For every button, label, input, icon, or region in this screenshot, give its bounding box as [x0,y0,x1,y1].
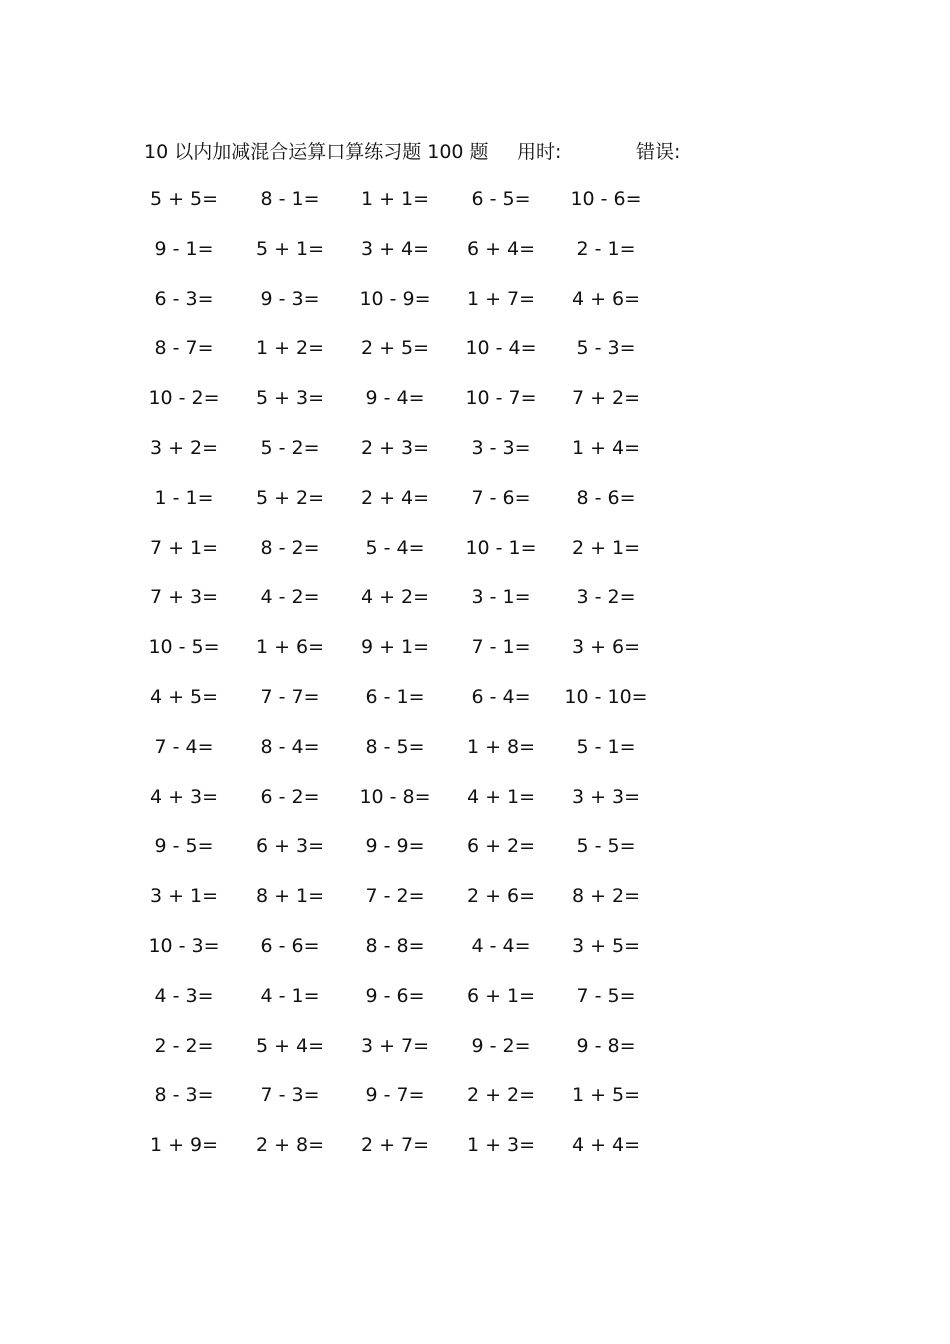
problem-r3-c1: 6 - 3= [154,287,214,310]
problem-r13-c5: 3 + 3= [571,785,641,808]
problem-r9-c3: 4 + 2= [360,586,430,609]
problem-r7-c4: 7 - 6= [471,486,531,509]
problem-r4-c1: 8 - 7= [154,337,214,360]
problem-r6-c2: 5 - 2= [260,437,320,459]
problem-r2-c5: 2 - 1= [576,237,636,260]
problem-r7-c1: 1 - 1= [154,486,214,509]
problem-r18-c1: 2 - 2= [154,1034,214,1057]
problem-r6-c3: 2 + 3= [360,437,430,459]
problem-r7-c5: 8 - 6= [576,486,636,509]
problem-r20-c3: 2 + 7= [360,1134,430,1157]
problem-r9-c5: 3 - 2= [576,586,636,609]
problem-r9-c2: 4 - 2= [260,586,320,609]
problem-r15-c1: 3 + 1= [149,885,219,908]
problem-r16-c3: 8 - 8= [365,935,425,957]
worksheet-title: 10 以内加减混合运算口算练习题 100 题 [144,141,489,163]
problem-r14-c1: 9 - 5= [154,835,214,858]
problem-r12-c2: 8 - 4= [260,735,320,758]
problem-r4-c3: 2 + 5= [360,337,430,360]
problem-r1-c1: 5 + 5= [149,188,219,210]
problem-r6-c5: 1 + 4= [571,437,641,459]
problem-r5-c4: 10 - 7= [465,387,537,410]
problem-r10-c1: 10 - 5= [148,636,220,659]
problem-r8-c3: 5 - 4= [365,536,425,559]
problem-r19-c3: 9 - 7= [365,1084,425,1107]
problem-r2-c3: 3 + 4= [360,237,430,260]
problem-r20-c5: 4 + 4= [571,1134,641,1157]
problem-r3-c5: 4 + 6= [571,287,641,310]
problem-r16-c1: 10 - 3= [148,935,220,957]
problem-r14-c4: 6 + 2= [466,835,536,858]
problem-r12-c5: 5 - 1= [576,735,636,758]
problem-r8-c2: 8 - 2= [260,536,320,559]
problem-r15-c4: 2 + 6= [466,885,536,908]
problem-r9-c1: 7 + 3= [149,586,219,609]
problem-r19-c4: 2 + 2= [466,1084,536,1107]
problem-r8-c1: 7 + 1= [149,536,219,559]
problem-r13-c3: 10 - 8= [359,785,431,808]
problem-r13-c2: 6 - 2= [260,785,320,808]
problem-r11-c3: 6 - 1= [365,686,425,708]
problem-r11-c2: 7 - 7= [260,686,320,708]
problem-r2-c4: 6 + 4= [466,237,536,260]
problem-r2-c1: 9 - 1= [154,237,214,260]
problem-r12-c1: 7 - 4= [154,735,214,758]
problem-r4-c4: 10 - 4= [465,337,537,360]
problem-r7-c3: 2 + 4= [360,486,430,509]
problem-r4-c5: 5 - 3= [576,337,636,360]
problem-r6-c1: 3 + 2= [149,437,219,459]
problem-r8-c5: 2 + 1= [571,536,641,559]
problem-r10-c2: 1 + 6= [255,636,325,659]
problem-r3-c3: 10 - 9= [359,287,431,310]
problem-r1-c3: 1 + 1= [360,188,430,210]
problem-r10-c5: 3 + 6= [571,636,641,659]
problem-r3-c2: 9 - 3= [260,287,320,310]
problem-r17-c2: 4 - 1= [260,984,320,1007]
problem-r1-c5: 10 - 6= [570,188,642,210]
problem-r11-c4: 6 - 4= [471,686,531,708]
problem-r8-c4: 10 - 1= [465,536,537,559]
problem-r14-c5: 5 - 5= [576,835,636,858]
problem-r5-c2: 5 + 3= [255,387,325,410]
problem-r10-c3: 9 + 1= [360,636,430,659]
problem-r13-c4: 4 + 1= [466,785,536,808]
problem-r19-c1: 8 - 3= [154,1084,214,1107]
problem-r11-c5: 10 - 10= [564,686,648,708]
problem-r20-c1: 1 + 9= [149,1134,219,1157]
problem-r5-c5: 7 + 2= [571,387,641,410]
problem-r17-c4: 6 + 1= [466,984,536,1007]
problem-r12-c4: 1 + 8= [466,735,536,758]
problem-r16-c5: 3 + 5= [571,935,641,957]
problem-r15-c3: 7 - 2= [365,885,425,908]
problem-r19-c5: 1 + 5= [571,1084,641,1107]
problem-r17-c5: 7 - 5= [576,984,636,1007]
problem-r18-c3: 3 + 7= [360,1034,430,1057]
problem-r15-c5: 8 + 2= [571,885,641,908]
problem-r13-c1: 4 + 3= [149,785,219,808]
problem-r5-c3: 9 - 4= [365,387,425,410]
problem-r14-c3: 9 - 9= [365,835,425,858]
problem-r17-c3: 9 - 6= [365,984,425,1007]
problem-r2-c2: 5 + 1= [255,237,325,260]
problem-r20-c4: 1 + 3= [466,1134,536,1157]
problem-r6-c4: 3 - 3= [471,437,531,459]
problem-r7-c2: 5 + 2= [255,486,325,509]
problem-r15-c2: 8 + 1= [255,885,325,908]
problem-r3-c4: 1 + 7= [466,287,536,310]
problem-r1-c2: 8 - 1= [260,188,320,210]
problem-r16-c2: 6 - 6= [260,935,320,957]
problem-r16-c4: 4 - 4= [471,935,531,957]
error-count-label: 错误: [636,141,681,163]
problem-r18-c5: 9 - 8= [576,1034,636,1057]
problem-r5-c1: 10 - 2= [148,387,220,410]
problem-r9-c4: 3 - 1= [471,586,531,609]
problem-r18-c2: 5 + 4= [255,1034,325,1057]
problem-r18-c4: 9 - 2= [471,1034,531,1057]
problem-r4-c2: 1 + 2= [255,337,325,360]
problem-r11-c1: 4 + 5= [149,686,219,708]
problem-r1-c4: 6 - 5= [471,188,531,210]
problem-r17-c1: 4 - 3= [154,984,214,1007]
problem-r20-c2: 2 + 8= [255,1134,325,1157]
problem-r10-c4: 7 - 1= [471,636,531,659]
problem-r19-c2: 7 - 3= [260,1084,320,1107]
problem-r14-c2: 6 + 3= [255,835,325,858]
problem-r12-c3: 8 - 5= [365,735,425,758]
time-used-label: 用时: [517,141,562,163]
